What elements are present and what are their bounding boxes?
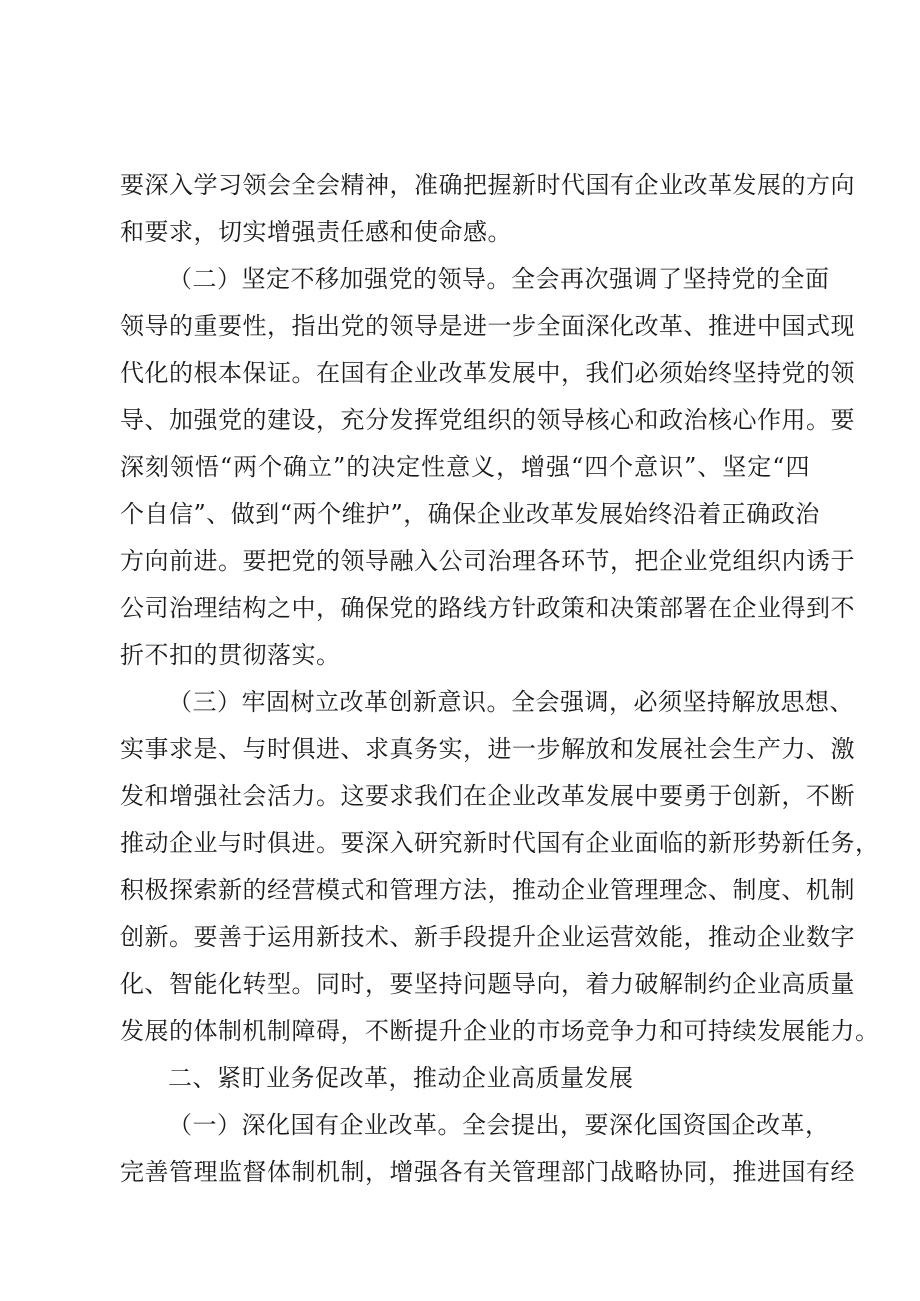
paragraph-2-line-2: 领导的重要性，指出党的领导是进一步全面深化改革、推进中国式现 [120,312,855,340]
paragraph-2-line-1: （二）坚定不移加强党的领导。全会再次强调了坚持党的全面 [168,265,830,293]
paragraph-3-line-1: （三）牢固树立改革创新意识。全会强调，必须坚持解放思想、 [168,688,854,716]
paragraph-3-line-2: 实事求是、与时俱进、求真务实，进一步解放和发展社会生产力、激 [120,735,855,763]
paragraph-3-line-7: 化、智能化转型。同时，要坚持问题导向，着力破解制约企业高质量 [120,970,855,998]
paragraph-2-line-4: 导、加强党的建设，充分发挥党组织的领导核心和政治核心作用。要 [120,406,855,434]
paragraph-3-line-3: 发和增强社会活力。这要求我们在企业改革发展中要勇于创新，不断 [120,782,855,810]
paragraph-3-line-4: 推动企业与时俱进。要深入研究新时代国有企业面临的新形势新任务， [120,829,880,857]
paragraph-3-line-8: 发展的体制机制障碍，不断提升企业的市场竞争力和可持续发展能力。 [120,1017,880,1045]
paragraph-2-line-5: 深刻领悟“两个确立”的决定性意义，增强“四个意识”、坚定“四 [120,453,810,481]
paragraph-2-line-6: 个自信”、做到“两个维护”，确保企业改革发展始终沿着正确政治 [120,500,820,528]
last-paragraph-line-1: （一）深化国有企业改革。全会提出，要深化国资国企改革， [168,1111,830,1139]
paragraph-2-line-8: 公司治理结构之中，确保党的路线方针政策和决策部署在企业得到不 [120,594,855,622]
paragraph-2-line-7: 方向前进。要把党的领导融入公司治理各环节，把企业党组织内诱于 [120,547,855,575]
paragraph-1-line-1: 要深入学习领会全会精神，准确把握新时代国有企业改革发展的方向 [120,171,855,199]
paragraph-2-line-9: 折不扣的贯彻落实。 [120,641,341,669]
section-heading: 二、紧盯业务促改革，推动企业高质量发展 [168,1064,634,1092]
paragraph-3-line-6: 创新。要善于运用新技术、新手段提升企业运营效能，推动企业数字 [120,923,855,951]
last-paragraph-line-2: 完善管理监督体制机制，增强各有关管理部门战略协同，推进国有经 [120,1158,855,1186]
paragraph-2-line-3: 代化的根本保证。在国有企业改革发展中，我们必须始终坚持党的领 [120,359,855,387]
paragraph-1-line-2: 和要求，切实增强责任感和使命感。 [120,218,512,246]
paragraph-3-line-5: 积极探索新的经营模式和管理方法，推动企业管理理念、制度、机制 [120,876,855,904]
